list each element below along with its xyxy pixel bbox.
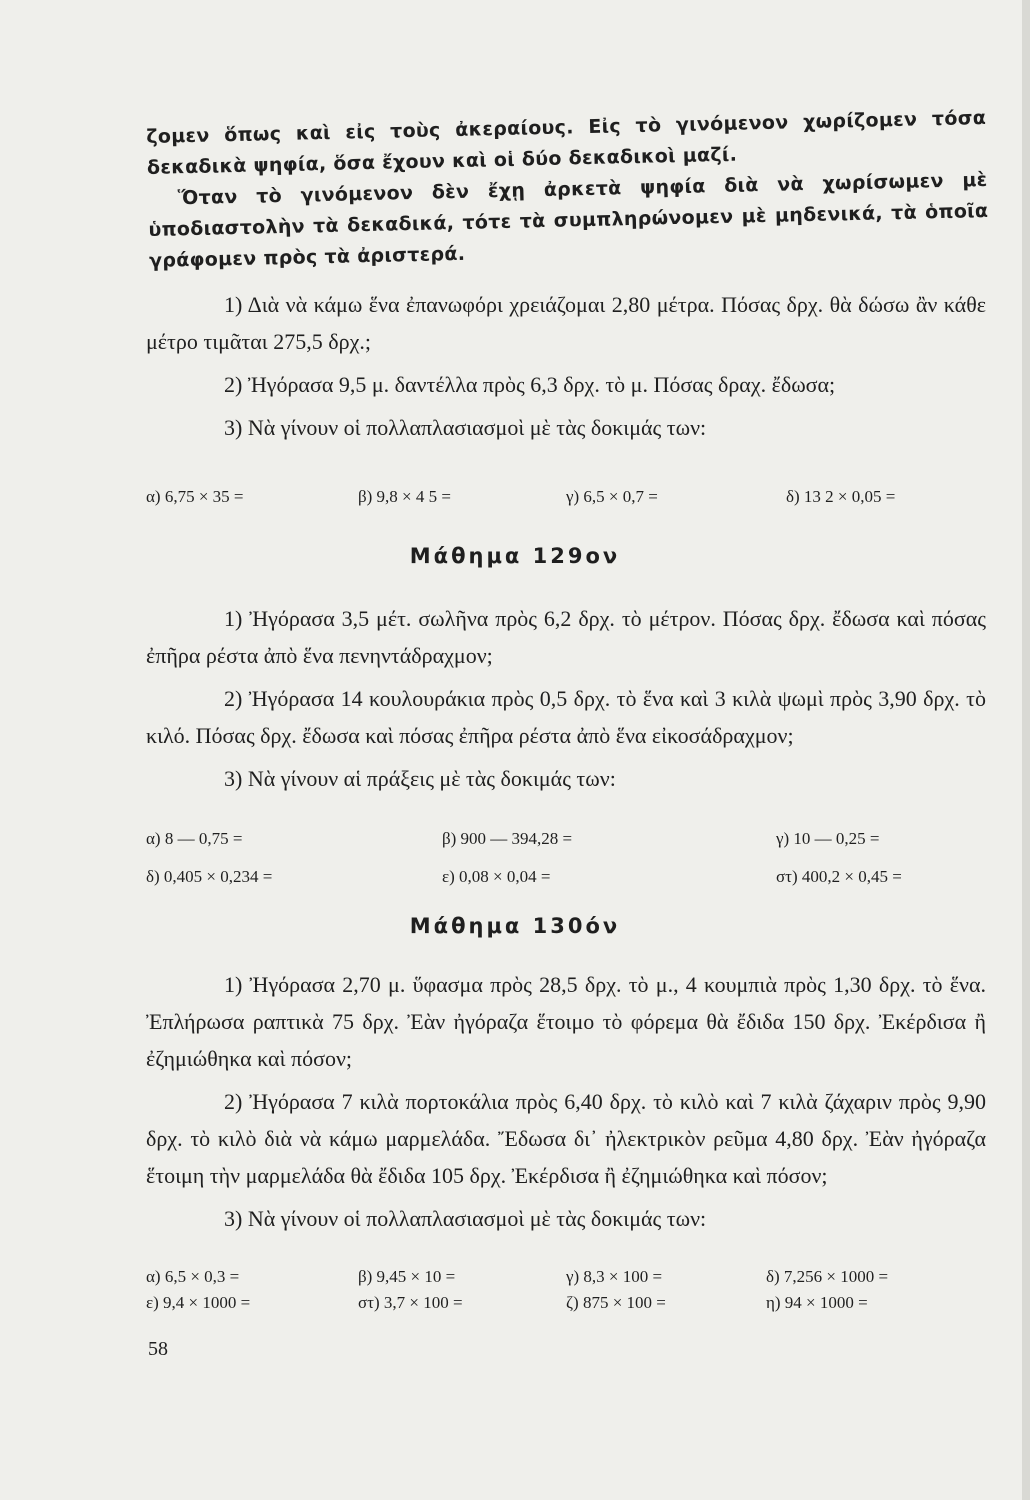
intro-paragraph-2: Ὅταν τὸ γινόμενον δὲν ἔχῃ ἀρκετὰ ψηφία διὰ νὰ χωρίσωμεν μὲ ὑποδιαστολὴν τὰ δεκαδικά, τότε τὰ συμπληρώνομεν μὲ μηδενικά, τὰ ὁποῖα γράφομεν πρὸς τὰ ἀριστερά. [148, 168, 989, 272]
operation-item: γ) 6,5 × 0,7 = [566, 487, 658, 506]
operation-item: ε) 0,08 × 0,04 = [442, 867, 551, 886]
exercise-a-3: 3) Νὰ γίνουν οἱ πολλαπλασιασμοὶ μὲ τὰς δοκιμάς των: [224, 415, 707, 440]
exercise-129-2: 2) Ἠγόρασα 14 κουλουράκια πρὸς 0,5 δρχ. τὸ ἕνα καὶ 3 κιλὰ ψωμὶ πρὸς 3,90 δρχ. τὸ κιλό. Πόσας δρχ. ἔδωσα καὶ πόσας ἐπῆρα ρέστα ἀπὸ ἕνα εἰκοσάδραχμον; [146, 686, 986, 748]
operations-row [146, 820, 986, 858]
operations-130 [146, 1264, 986, 1316]
operation-item: α) 8 — 0,75 = [146, 829, 243, 848]
operation-item: δ) 13 2 × 0,05 = [786, 487, 896, 506]
page-edge-shadow [1022, 0, 1030, 1500]
exercise-129-1: 1) Ἠγόρασα 3,5 μέτ. σωλῆνα πρὸς 6,2 δρχ. τὸ μέτρον. Πόσας δρχ. ἔδωσα καὶ πόσας ἐπῆρα ρέστα ἀπὸ ἕνα πενηντάδραχμον; [146, 606, 986, 668]
operation-item: β) 900 — 394,28 = [442, 829, 573, 848]
operation-item: δ) 7,256 × 1000 = [766, 1267, 889, 1286]
intro-text [146, 103, 989, 277]
operation-item: α) 6,5 × 0,3 = [146, 1267, 240, 1286]
operations-row [146, 1264, 986, 1290]
lesson-130-title: Μάθημα 130όν [409, 914, 621, 938]
operations-a [146, 484, 986, 510]
operation-item: δ) 0,405 × 0,234 = [146, 867, 273, 886]
exercise-a-1: 1) Διὰ νὰ κάμω ἕνα ἐπανωφόρι χρειάζομαι 2,80 μέτρα. Πόσας δρχ. θὰ δώσω ἂν κάθε μέτρο τιμᾶται 275,5 δρχ.; [146, 292, 986, 354]
operation-item: β) 9,8 × 4 5 = [358, 487, 451, 506]
exercise-130-3: 3) Νὰ γίνουν οἱ πολλαπλασιασμοὶ μὲ τὰς δοκιμάς των: [224, 1206, 707, 1231]
operation-item: β) 9,45 × 10 = [358, 1267, 456, 1286]
exercise-129-3: 3) Νὰ γίνουν αἱ πράξεις μὲ τὰς δοκιμάς των: [224, 766, 616, 791]
page-number: 58 [148, 1338, 168, 1360]
exercise-a-2: 2) Ἠγόρασα 9,5 μ. δαντέλλα πρὸς 6,3 δρχ. τὸ μ. Πόσας δραχ. ἔδωσα; [224, 372, 836, 397]
operation-item: στ) 400,2 × 0,45 = [776, 867, 902, 886]
exercise-130-1: 1) Ἠγόρασα 2,70 μ. ὕφασμα πρὸς 28,5 δρχ. τὸ μ., 4 κουμπιὰ πρὸς 1,30 δρχ. τὸ ἕνα. Ἐπλήρωσα ραπτικὰ 75 δρχ. Ἐὰν ἠγόραζα ἕτοιμο τὸ φόρεμα θὰ ἔδιδα 150 δρχ. Ἐκέρδισα ἢ ἐζημιώθηκα καὶ πόσον; [146, 972, 986, 1071]
operation-item: ζ) 875 × 100 = [566, 1293, 666, 1312]
exercise-block-a [146, 286, 986, 446]
exercise-block-129 [146, 600, 986, 797]
operation-item: στ) 3,7 × 100 = [358, 1293, 463, 1312]
operation-item: ε) 9,4 × 1000 = [146, 1293, 251, 1312]
operation-item: η) 94 × 1000 = [766, 1293, 868, 1312]
lesson-129-title: Μάθημα 129ον [409, 544, 621, 568]
operation-item: α) 6,75 × 35 = [146, 487, 244, 506]
operations-row [146, 858, 986, 896]
intro-paragraph-1: ζομεν ὅπως καὶ εἰς τοὺς ἀκεραίους. Εἰς τὸ γινόμενον χωρίζομεν τόσα δεκαδικὰ ψηφία, ὅσα ἔχουν καὶ οἱ δύο δεκαδικοὶ μαζί. [146, 106, 987, 179]
operations-129 [146, 820, 986, 896]
exercise-block-130 [146, 966, 986, 1237]
operations-row [146, 1290, 986, 1316]
operation-item: γ) 8,3 × 100 = [566, 1267, 663, 1286]
operation-item: γ) 10 — 0,25 = [776, 829, 880, 848]
operations-row [146, 484, 986, 510]
exercise-130-2: 2) Ἠγόρασα 7 κιλὰ πορτοκάλια πρὸς 6,40 δρχ. τὸ κιλὸ καὶ 7 κιλὰ ζάχαριν πρὸς 9,90 δρχ. τὸ κιλὸ διὰ νὰ κάμω μαρμελάδα. Ἔδωσα δι᾽ ἠλεκτρικὸν ρεῦμα 4,80 δρχ. Ἐὰν ἠγόραζα ἕτοιμη τὴν μαρμελάδα θὰ ἔδιδα 105 δρχ. Ἐκέρδισα ἢ ἐζημιώθηκα καὶ πόσον; [146, 1089, 986, 1188]
